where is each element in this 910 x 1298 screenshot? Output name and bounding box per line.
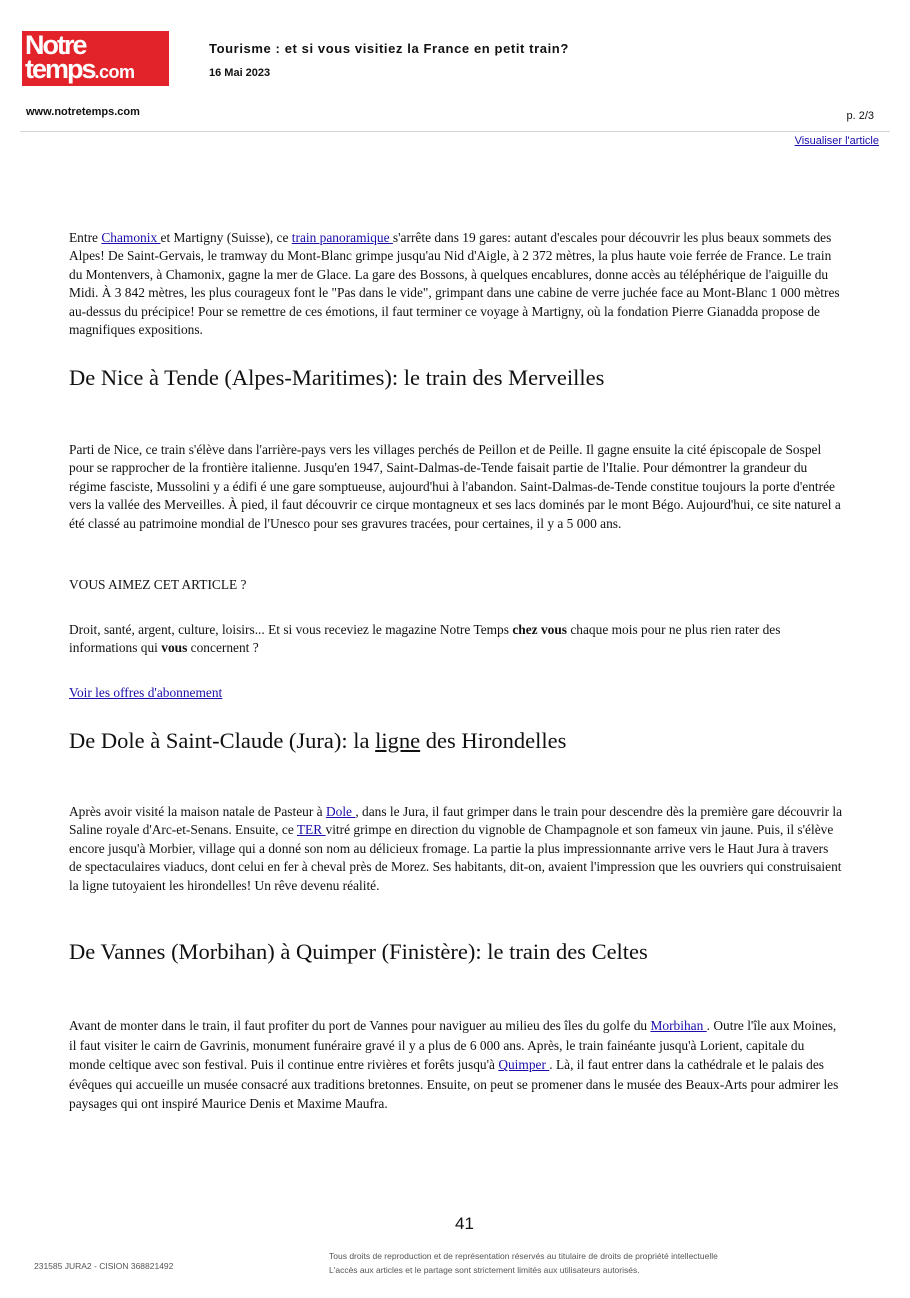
promo-question: VOUS AIMEZ CET ARTICLE ? <box>69 577 247 592</box>
intro-text-1: Entre <box>69 230 102 245</box>
heading-nice-tende: De Nice à Tende (Alpes-Maritimes): le train des Merveilles <box>69 365 605 390</box>
heading-dole-saint-claude <box>69 727 844 755</box>
page-indicator: p. 2/3 <box>846 110 874 122</box>
logo-line2 <box>25 54 169 84</box>
morbihan-link[interactable]: Morbihan <box>650 1018 707 1033</box>
intro-paragraph <box>69 229 844 339</box>
article-title: Tourisme : et si vous visitiez la France en petit train? <box>209 41 569 56</box>
logo-domain: .com <box>94 62 135 82</box>
heading-dole-text-a: De Dole à Saint-Claude (Jura): la <box>69 728 376 753</box>
heading-vannes-quimper: De Vannes (Morbihan) à Quimper (Finistère): le train des Celtes <box>69 939 648 964</box>
dole-link[interactable]: Dole <box>325 804 356 819</box>
footer-rights-line1: Tous droits de reproduction et de représentation réservés au titulaire de droits de propriété intellectuelle <box>329 1251 718 1261</box>
ter-link[interactable]: TER <box>296 822 326 838</box>
vannes-text-3: . Là, il faut entrer dans la cathédrale et le palais des évêques qui accueille un musée consacré aux traditions bretonnes. Ensuite, on peut se promener dans le musée des Beaux-Arts pour admirer les paysages qui ont inspiré Maurice Denis et Maxime Maufra. <box>69 1057 839 1112</box>
footer-page-number: 41 <box>455 1214 474 1233</box>
subscription-link-row <box>69 684 844 702</box>
promo-text-2: chaque mois pour ne plus rien rater des informations qui <box>69 622 781 656</box>
dole-paragraph <box>69 803 844 895</box>
ligne-link[interactable]: ligne <box>375 728 421 753</box>
intro-text-3: s'arrête dans 19 gares: autant d'escales pour découvrir les plus beaux sommets des Alpes! De Saint-Gervais, le tramway du Mont-Blanc grimpe jusqu'au Nid d'Aigle, à 2 372 mètres, la plus haute voie ferrée de France. Le train du Montenvers, à Chamonix, gagne la mer de Glace. La gare des Bossons, à quelques encablures, donne accès au téléphérique de l'aiguille du Midi. À 3 842 mètres, les plus courageux font le "Pas dans le vide", grimpant dans une cabine de verre juchée face au Mont-Blanc 1 000 mètres au-dessus du précipice! Pour se remettre de ces émotions, il faut terminer ce voyage à Martigny, où la fondation Pierre Gianadda propose de magnifiques expositions. <box>69 230 840 338</box>
quimper-link[interactable]: Quimper <box>498 1057 550 1073</box>
heading-dole-text-b: des Hirondelles <box>420 728 567 753</box>
site-url: www.notretemps.com <box>26 106 140 118</box>
promo-bold-2: vous <box>161 640 188 656</box>
promo-paragraph <box>69 621 844 658</box>
vannes-text-2: . Outre l'île aux Moines, il faut visiter le cairn de Gavrinis, monument funéraire gravé il y a plus de 6 000 ans. Après, le train fainéante jusqu'à Lorient, capitale du monde celtique avec son festival. Puis il continue entre rivières et forêts jusqu'à <box>69 1018 837 1073</box>
dole-text-1: Après avoir visité la maison natale de Pasteur à <box>69 804 326 819</box>
promo-text-3: concernent ? <box>187 640 259 656</box>
logo-word: temps <box>25 54 95 84</box>
subscription-offers-link[interactable]: Voir les offres d'abonnement <box>69 685 223 700</box>
header-divider <box>20 131 890 132</box>
promo-text-1: Droit, santé, argent, culture, loisirs... Et si vous receviez le magazine Notre Temps <box>69 622 513 637</box>
article-date: 16 Mai 2023 <box>209 67 271 79</box>
vannes-text-1: Avant de monter dans le train, il faut profiter du port de Vannes pour naviguer au milieu des îles du golfe du <box>69 1018 651 1033</box>
promo-bold-1: chez vous <box>512 622 567 637</box>
intro-text-2: et Martigny (Suisse), ce <box>160 230 292 245</box>
dole-text-2: , dans le Jura, il faut grimper dans le train pour descendre dès la première gare découvrir la Saline royale d'Arc-et-Senans. Ensuite, ce <box>69 804 843 838</box>
nice-paragraph: Parti de Nice, ce train s'élève dans l'arrière-pays vers les villages perchés de Peillon et de Peille. Il gagne ensuite la cité épiscopale de Sospel pour se rapprocher de la frontière italienne. Jusqu'en 1947, Saint-Dalmas-de-Tende faisait partie de l'Italie. Pour démontrer la grandeur du régime fasciste, Mussolini y a édifi é une gare somptueuse, aujourd'hui à l'abandon. Saint-Dalmas-de-Tende constitue toujours la porte d'entrée vers la vallée des Merveilles. À pied, il faut découvrir ce cirque montagneux et ses lacs dominés par le mont Bégo. Aujourd'hui, ce site naturel a été classé au patrimoine mondial de l'Unesco pour ses gravures tracées, pour certaines, il y a 5 000 ans. <box>69 442 841 531</box>
notretemps-logo <box>22 31 169 86</box>
view-article-link[interactable]: Visualiser l'article <box>794 135 879 147</box>
vannes-paragraph <box>69 1016 844 1114</box>
footer-rights-line2: L'accès aux articles et le partage sont strictement limités aux utilisateurs autorisés. <box>329 1265 640 1275</box>
dole-text-3: vitré grimpe en direction du vignoble de Champagnole et son fameux vin jaune. Puis, il s'élève encore jusqu'à Morbier, village qui a donné son nom au délicieux fromage. La partie la plus impressionnante arrive vers le Haut Jura à travers de spectaculaires viaducs, dont celui en fer à cheval près de Morez. Ses habitants, dit-on, avaient l'impression que les ouvriers qui construisaient la ligne tutoyaient les hirondelles! Un rêve devenu réalité. <box>69 822 842 893</box>
train-panoramique-link[interactable]: train panoramique <box>291 230 393 245</box>
logo-line1: Notre <box>25 30 86 60</box>
footer-rights-notice <box>329 1249 718 1277</box>
chamonix-link[interactable]: Chamonix <box>101 230 161 245</box>
footer-document-id: 231585 JURA2 - CISION 368821492 <box>34 1261 174 1271</box>
